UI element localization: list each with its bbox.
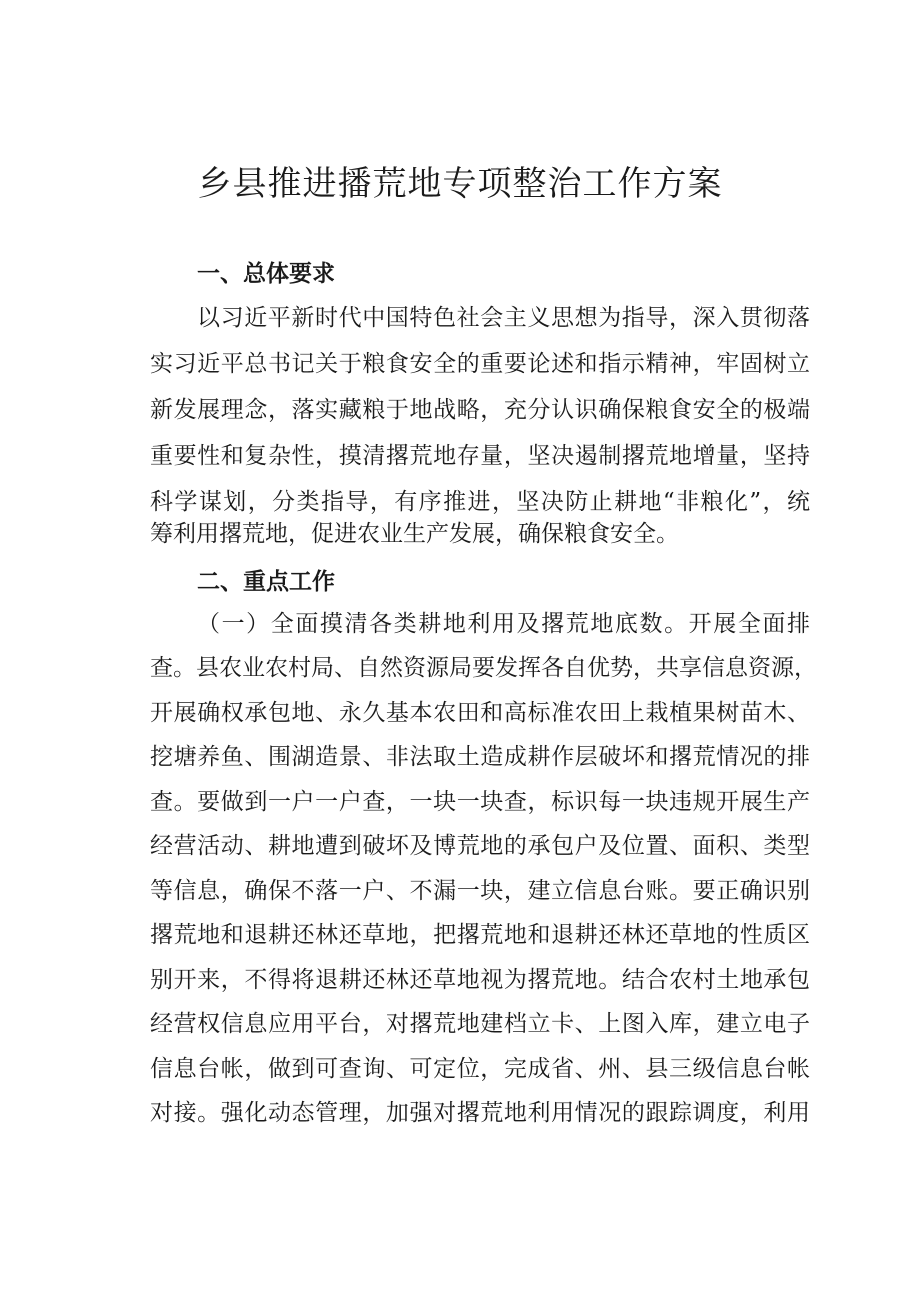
- paragraph-line: 以习近平新时代中国特色社会主义思想为指导，深入贯彻落: [197, 305, 810, 331]
- paragraph-line: 查。县农业农村局、自然资源局要发挥各自优势，共享信息资源，: [150, 655, 817, 681]
- section-heading-key-work: 二、重点工作: [197, 569, 335, 595]
- paragraph-line: 查。要做到一户一户查，一块一块查，标识每一块违规开展生产: [150, 789, 810, 815]
- paragraph-line: 对接。强化动态管理，加强对撂荒地利用情况的跟踪调度，利用: [150, 1100, 810, 1126]
- paragraph-line: 别开来，不得将退耕还林还草地视为撂荒地。结合农村土地承包: [150, 967, 810, 993]
- paragraph-line: 经营权信息应用平台，对撂荒地建档立卡、上图入库，建立电子: [150, 1011, 810, 1037]
- paragraph-line: 等信息，确保不落一户、不漏一块，建立信息台账。要正确识别: [150, 878, 810, 904]
- paragraph-line: 科学谋划，分类指导，有序推进，坚决防止耕地“非粮化”，统: [150, 489, 810, 515]
- paragraph-line: 开展确权承包地、永久基本农田和高标准农田上栽植果树苗木、: [150, 700, 810, 726]
- paragraph-line: 经营活动、耕地遭到破坏及博荒地的承包户及位置、面积、类型: [150, 833, 810, 859]
- section-heading-general-requirements: 一、总体要求: [197, 261, 335, 287]
- document-title: 乡县推进播荒地专项整治工作方案: [197, 164, 723, 204]
- paragraph-line: 重要性和复杂性，摸清撂荒地存量，坚决遏制撂荒地增量，坚持: [150, 443, 810, 469]
- paragraph-line: 新发展理念，落实藏粮于地战略，充分认识确保粮食安全的极端: [150, 397, 810, 423]
- paragraph-line: （一）全面摸清各类耕地利用及撂荒地底数。开展全面排: [197, 611, 810, 637]
- paragraph-line: 实习近平总书记关于粮食安全的重要论述和指示精神，牢固树立: [150, 351, 810, 377]
- paragraph-line: 信息台帐，做到可查询、可定位，完成省、州、县三级信息台帐: [150, 1056, 810, 1082]
- paragraph-line: 筹利用撂荒地，促进农业生产发展，确保粮食安全。: [150, 521, 679, 547]
- paragraph-line: 撂荒地和退耕还林还草地，把撂荒地和退耕还林还草地的性质区: [150, 922, 810, 948]
- paragraph-line: 挖塘养鱼、围湖造景、非法取土造成耕作层破坏和撂荒情况的排: [150, 744, 810, 770]
